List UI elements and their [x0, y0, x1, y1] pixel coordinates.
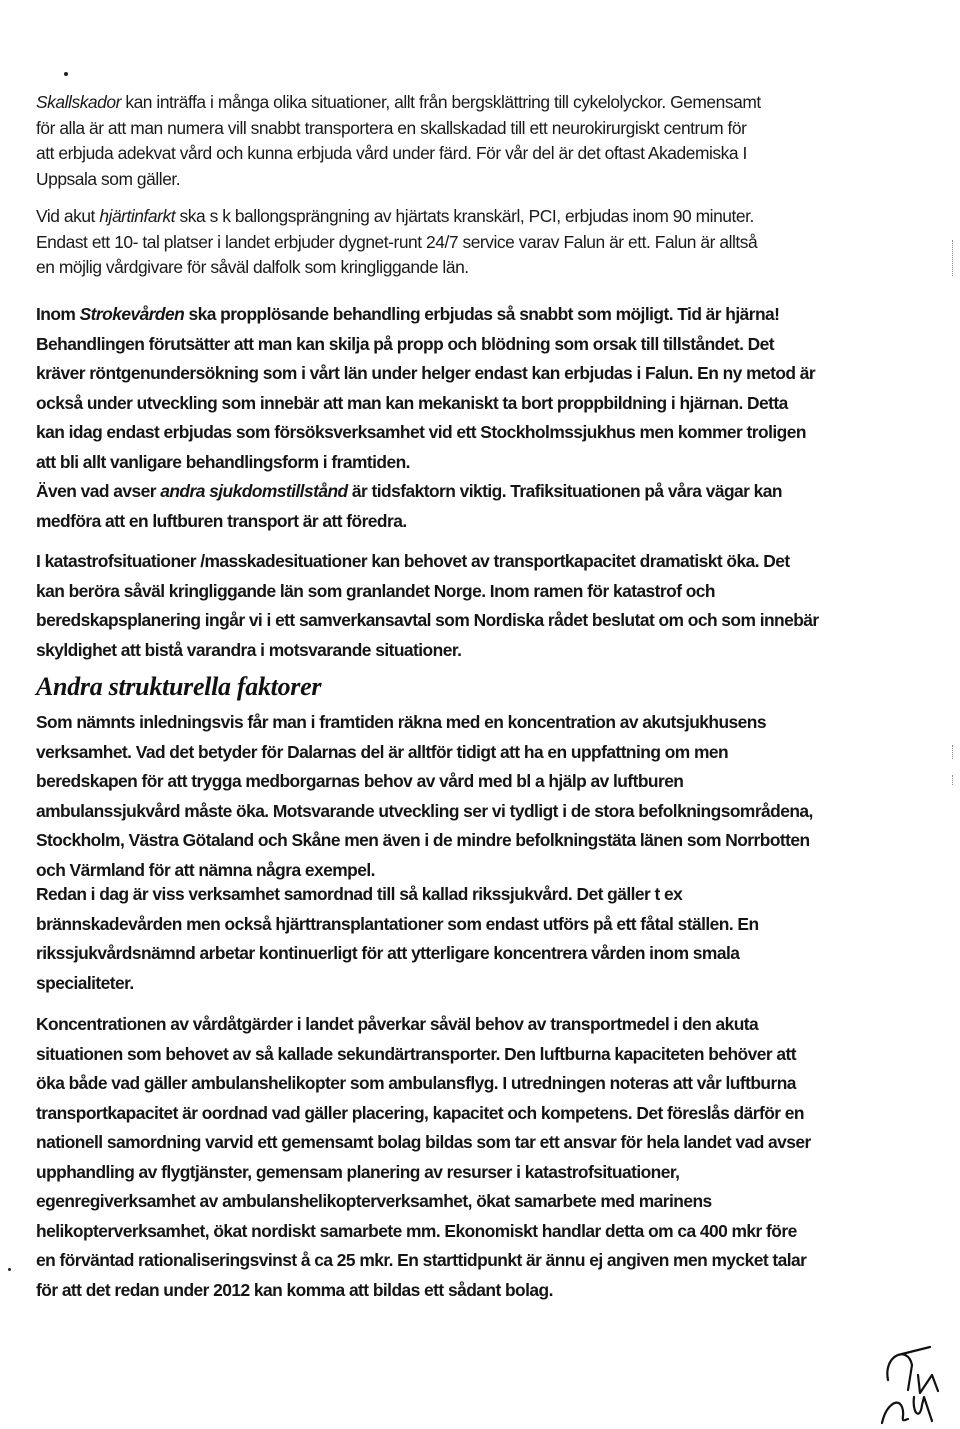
text-line — [36, 1099, 836, 1129]
text-line — [36, 330, 836, 360]
text-segment: brännskadevården men också hjärttransplantationer som endast utförs på ett fåtal ställen. En — [36, 913, 759, 934]
emphasized-term: Skallskador — [36, 92, 121, 112]
paragraph-katastrof — [36, 547, 836, 665]
text-line — [36, 939, 836, 969]
text-segment: situationen som behovet av så kallade sekundärtransporter. Den luftburna kapaciteten behöver att — [36, 1043, 796, 1064]
text-line — [36, 1217, 836, 1247]
text-line — [36, 606, 836, 636]
text-line — [36, 448, 836, 478]
text-line — [36, 204, 836, 230]
text-segment: också under utveckling som innebär att man kan mekaniskt ta bort proppbildning i hjärnan. Detta — [36, 392, 788, 413]
paragraph-rikssjukvard — [36, 880, 836, 998]
text-segment: Endast ett 10- tal platser i landet erbjuder dygnet-runt 24/7 service varav Falun är ett. Falun är alltså — [36, 231, 758, 252]
text-line — [36, 738, 836, 768]
text-line — [36, 255, 836, 281]
text-segment: medföra att en luftburen transport är att föredra. — [36, 510, 407, 531]
paragraph-namnts — [36, 708, 836, 885]
text-segment: Koncentrationen av vårdåtgärder i landet påverkar såväl behov av transportmedel i den akuta — [36, 1014, 759, 1034]
text-segment: Stockholm, Västra Götaland och Skåne men även i de mindre befolkningstäta länen som Norrbotten — [36, 830, 810, 850]
text-segment: beredskapen för att trygga medborgarnas behov av vård med bl a hjälp av luftburen — [36, 771, 684, 791]
margin-mark — [952, 240, 954, 276]
emphasized-term: hjärtinfarkt — [99, 206, 176, 226]
text-line — [36, 577, 836, 607]
text-segment: upphandling av flygtjänster, gemensam planering av resurser i katastrofsituationer, — [36, 1161, 680, 1182]
text-segment: helikopterverksamhet, ökat nordiskt samarbete mm. Ekonomiskt handlar detta om ca 400 mkr före — [36, 1220, 797, 1241]
text-line — [36, 1040, 836, 1070]
text-segment: verksamhet. Vad det betyder för Dalarnas del är alltför tidigt att ha en uppfattning om men — [36, 741, 729, 762]
text-segment: ambulanssjukvård måste öka. Motsvarande utveckling ser vi tydligt i de stora befolkningsområdena, — [36, 800, 813, 821]
text-segment: transportkapacitet är oordnad vad gäller placering, kapacitet och kompetens. Det föreslås därför en — [36, 1102, 804, 1123]
text-line — [36, 90, 836, 116]
emphasized-term: Strokevården — [79, 304, 185, 324]
text-line — [36, 1276, 836, 1306]
text-line — [36, 359, 836, 389]
emphasized-term: andra sjukdomstillstånd — [160, 481, 348, 501]
text-line — [36, 507, 836, 537]
text-line — [36, 389, 836, 419]
text-line — [36, 1010, 836, 1040]
text-segment: nationell samordning varvid ett gemensamt bolag bildas som tar ett ansvar för hela landet vad avser — [36, 1132, 811, 1152]
text-line — [36, 880, 836, 910]
text-line — [36, 477, 836, 507]
paragraph-hjartinfarkt — [36, 204, 836, 281]
text-segment: Behandlingen förutsätter att man kan skilja på propp och blödning som orsak till tillståndet. Det — [36, 333, 775, 354]
section-heading: Andra strukturella faktorer — [36, 672, 322, 701]
paragraph-skallskador — [36, 90, 836, 192]
text-segment: Redan i dag är viss verksamhet samordnad till så kallad rikssjukvård. Det gäller t ex — [36, 884, 683, 904]
text-segment: en förväntad rationaliseringsvinst å ca 25 mkr. En starttidpunkt är ännu ej angiven men mycket talar — [36, 1250, 807, 1270]
text-segment: för att det redan under 2012 kan komma att bildas ett sådant bolag. — [36, 1279, 553, 1300]
scan-speck — [64, 72, 68, 76]
text-line — [36, 636, 836, 666]
text-segment: en möjlig vårdgivare för såväl dalfolk som kringliggande län. — [36, 257, 469, 277]
text-line — [36, 1158, 836, 1188]
text-line — [36, 1069, 836, 1099]
text-segment: kräver röntgenundersökning som i vårt län under helger endast kan erbjudas i Falun. En ny metod är — [36, 363, 816, 383]
paragraph-strokevarden — [36, 300, 836, 477]
text-segment: kan idag endast erbjudas som försöksverksamhet vid ett Stockholmssjukhus men kommer troligen — [36, 422, 806, 442]
text-line — [36, 418, 836, 448]
text-line — [36, 300, 836, 330]
text-line — [36, 1128, 836, 1158]
text-line — [36, 167, 836, 193]
scan-speck — [8, 1268, 11, 1271]
text-segment: I katastrofsituationer /masskadesituationer kan behovet av transportkapacitet dramatiskt öka. Det — [36, 551, 790, 571]
text-line — [36, 910, 836, 940]
text-line — [36, 969, 836, 999]
text-segment: beredskapsplanering ingår vi i ett samverkansavtal som Nordiska rådet beslutat om och som innebär — [36, 610, 819, 630]
text-segment: skyldighet att bistå varandra i motsvarande situationer. — [36, 639, 462, 660]
text-segment: öka både vad gäller ambulanshelikopter som ambulansflyg. I utredningen noteras att vår luftburna — [36, 1073, 796, 1093]
text-line — [36, 767, 836, 797]
text-line — [36, 547, 836, 577]
paragraph-sjukdomstillstand — [36, 477, 836, 536]
text-segment: Uppsala som gäller. — [36, 168, 181, 189]
text-line — [36, 826, 836, 856]
text-segment: egenregiverksamhet av ambulanshelikopterverksamhet, ökat samarbete med marinens — [36, 1191, 712, 1211]
text-segment: att erbjuda adekvat vård och kunna erbjuda vård under färd. För vår del är det oftast Akademiska I — [36, 143, 747, 163]
text-line — [36, 708, 836, 738]
text-line — [36, 1187, 836, 1217]
text-segment: kan beröra såväl kringliggande län som granlandet Norge. Inom ramen för katastrof och — [36, 580, 716, 601]
text-segment: att bli allt vanligare behandlingsform i framtiden. — [36, 451, 410, 472]
text-segment: ska s k ballongsprängning av hjärtats kranskärl, PCI, erbjudas inom 90 minuter. — [175, 206, 754, 226]
text-segment: Som nämnts inledningsvis får man i framtiden räkna med en koncentration av akutsjukhusens — [36, 712, 766, 732]
text-line — [36, 116, 836, 142]
text-line — [36, 230, 836, 256]
text-segment: specialiteter. — [36, 972, 134, 993]
text-segment: för alla är att man numera vill snabbt transportera en skallskadad till ett neurokirurgiskt centrum för — [36, 117, 747, 138]
margin-mark — [952, 775, 954, 785]
text-segment: Även vad avser — [36, 481, 161, 501]
text-segment: är tidsfaktorn viktig. Trafiksituationen på våra vägar kan — [347, 481, 782, 501]
text-line — [36, 1246, 836, 1276]
text-line — [36, 797, 836, 827]
text-segment: ska propplösande behandling erbjudas så snabbt som möjligt. Tid är hjärna! — [184, 304, 780, 324]
text-line — [36, 141, 836, 167]
text-segment: Inom — [36, 304, 80, 324]
paragraph-koncentrationen — [36, 1010, 836, 1305]
text-segment: Vid akut — [36, 206, 100, 226]
text-segment: rikssjukvårdsnämnd arbetar kontinuerligt för att ytterligare koncentrera vården inom smala — [36, 943, 740, 963]
margin-mark — [952, 745, 954, 759]
text-segment: kan inträffa i många olika situationer, allt från bergsklättring till cykelolyckor. Gemensamt — [120, 92, 761, 112]
text-segment: och Värmland för att nämna några exempel. — [36, 859, 375, 880]
handwritten-initials — [868, 1335, 948, 1425]
